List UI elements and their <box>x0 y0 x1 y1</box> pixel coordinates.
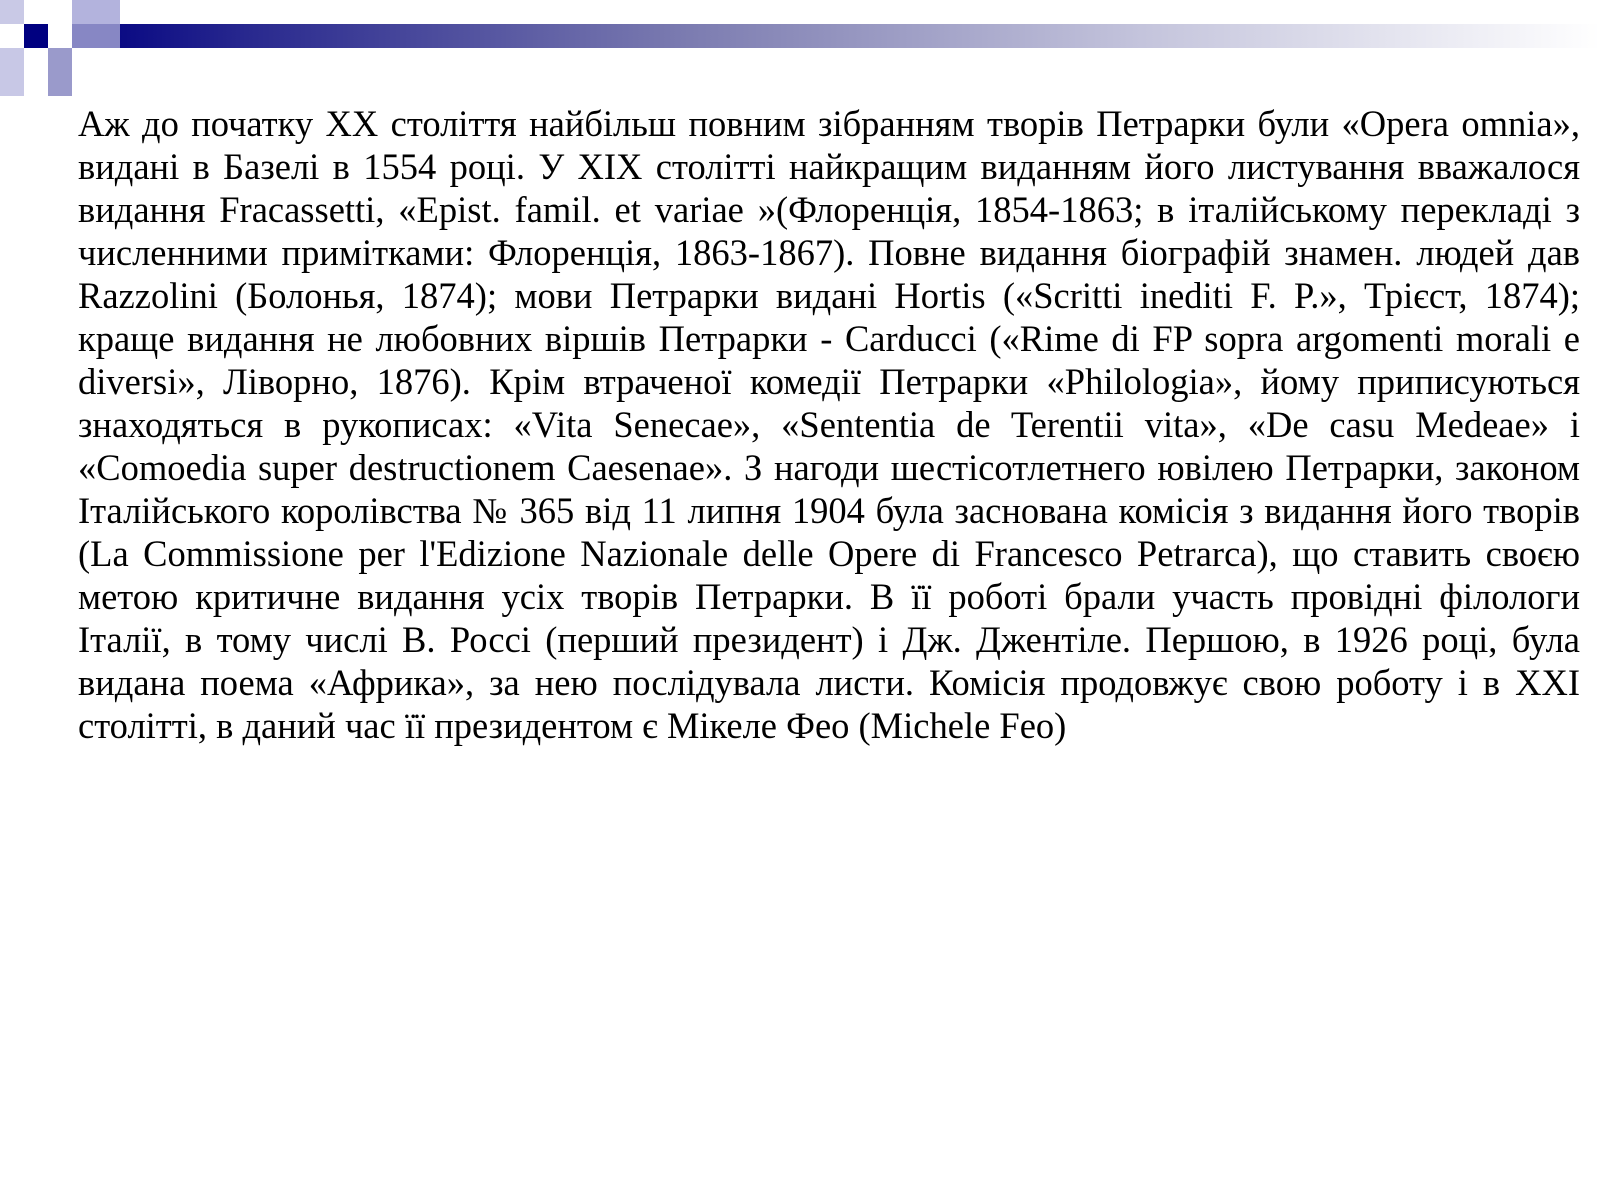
decor-square <box>48 24 72 48</box>
decor-square <box>24 24 48 48</box>
decor-square <box>48 48 72 96</box>
header-gradient-bar <box>72 24 1600 48</box>
decor-square <box>72 24 120 48</box>
body-text: Аж до початку XX століття найбільш повним зібранням творів Петрарки були «Opera omnia», видані в Базелі в 1554 році. У XIX столітті найкращим виданням його листування вважалося видання Fracassetti, «Epist. famil. et variae »(Флоренція, 1854-1863; в італійському перекладі з численними примітками: Флоренція, 1863-1867). Повне видання біографій знамен. людей дав Razzolini (Болонья, 1874); мови Петрарки видані Hortis («Scritti inediti F. P.», Трієст, 1874); краще видання не любовних віршів Петрарки - Carducci («Rime di FP sopra argomenti morali e diversi», Ліворно, 1876). Крім втраченої комедії Петрарки «Philologia», йому приписуються знаходяться в рукописах: «Vita Senecae», «Sententia de Terentii vita», «De casu Medeae» і «Comoedia super destructionem Caesenae». З нагоди шестісотлетнего ювілею Петрарки, законом Італійського королівства № 365 від 11 липня 1904 була заснована комісія з видання його творів (La Commissione per l'Edizione Nazionale delle Opere di Francesco Petrarca), що ставить своєю метою критичне видання усіх творів Петрарки. В її роботі брали участь провідні філологи Італії, в тому числі В. Россі (перший президент) і Дж. Джентіле. Першою, в 1926 році, була видана поема «Африка», за нею послідувала листи. Комісія продовжує свою роботу і в XXI столітті, в даний час її президентом є Мікеле Фео (Michele Feo) <box>78 103 1580 746</box>
decor-square <box>0 48 24 96</box>
decor-square <box>0 0 24 24</box>
decor-square <box>72 0 120 24</box>
